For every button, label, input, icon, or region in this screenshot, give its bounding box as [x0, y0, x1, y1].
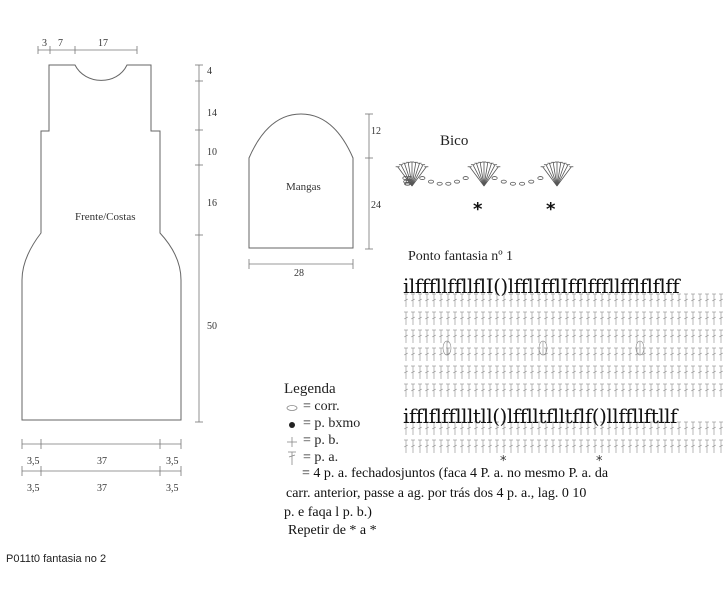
- front-bottom-r1-left: 3,5: [27, 456, 40, 467]
- stitch-row: [404, 312, 723, 325]
- front-bottom-r1-mid: 37: [97, 456, 107, 467]
- sleeve-label: Mangas: [286, 181, 321, 193]
- front-bottom-r2-left: 3,5: [27, 483, 40, 494]
- front-height-2: 14: [207, 108, 217, 119]
- legend-item-chain: = corr.: [303, 399, 340, 414]
- legend-symbols: [287, 406, 297, 466]
- sleeve-height-2: 24: [371, 200, 381, 211]
- front-bottom-r2-right: 3,5: [166, 483, 179, 494]
- stitch-chart-row-1: ilfffllffllflI()lfflIfflIfflfffllfflflflff: [403, 274, 680, 298]
- slip-stitch-icon: [289, 422, 295, 428]
- bico-fan: [468, 162, 501, 186]
- front-height-dimension: [195, 65, 203, 422]
- bico-chain-scallop: [492, 177, 543, 186]
- stitch-chart-title: Ponto fantasia nº 1: [408, 249, 514, 264]
- stitch-row: [404, 348, 723, 361]
- bico-edging-chart: [396, 162, 574, 186]
- bico-chain-scallop: [420, 177, 469, 186]
- legend-title: Legenda: [284, 381, 336, 397]
- legend-item-single: = p. b.: [303, 433, 339, 448]
- stitch-chart-grid: [404, 294, 723, 453]
- legend-item-slip: = p. bxmo: [303, 416, 361, 431]
- sleeve-height-1: 12: [371, 126, 381, 137]
- front-height-3: 10: [207, 147, 217, 158]
- legend-item-double: = p. a.: [303, 450, 339, 465]
- front-back-outline: [22, 65, 181, 420]
- front-top-dimension: [38, 46, 137, 54]
- double-crochet-icon: [288, 452, 296, 465]
- stitch-chart-star-2: *: [596, 454, 603, 469]
- stitch-row: [404, 366, 723, 379]
- front-back-label: Frente/Costas: [75, 211, 136, 223]
- front-height-1: 4: [207, 66, 212, 77]
- front-top-width-1: 3: [42, 38, 47, 49]
- single-crochet-icon: [287, 437, 297, 447]
- sleeve-width: 28: [294, 268, 304, 279]
- footer-caption: P011t0 fantasia no 2: [6, 553, 107, 565]
- front-top-width-2: 7: [58, 38, 63, 49]
- bico-fan: [396, 162, 429, 186]
- bico-star-1: *: [473, 199, 483, 220]
- chain-stitch-icon: [287, 406, 297, 411]
- front-height-5: 50: [207, 321, 217, 332]
- legend-note-line-1: = 4 p. a. fechadosjuntos (faca 4 P. a. no mesmo P. a. da: [302, 466, 609, 481]
- stitch-row: [404, 330, 723, 343]
- bico-title: Bico: [440, 133, 469, 149]
- front-bottom-r2-mid: 37: [97, 483, 107, 494]
- stitch-chart-row-2: ifflflffllltll()lfflltflltflf()llffllftllf: [403, 404, 677, 428]
- stitch-row: [404, 384, 723, 397]
- front-top-width-3: 17: [98, 38, 108, 49]
- stitch-chart-star-1: *: [500, 454, 507, 469]
- front-bottom-dimension-1: [22, 439, 181, 449]
- bico-fan: [541, 162, 574, 186]
- legend-note-line-2: carr. anterior, passe a ag. por trás dos 4 p. a., lag. 0 10: [286, 486, 587, 501]
- stitch-row: [404, 440, 723, 453]
- front-height-4: 16: [207, 198, 217, 209]
- legend-note-line-3: p. e faqa l p. b.): [284, 505, 372, 520]
- bico-star-2: *: [546, 199, 556, 220]
- legend-note-line-4: Repetir de * a *: [288, 523, 377, 538]
- front-bottom-dimension-2: [22, 466, 181, 476]
- front-bottom-r1-right: 3,5: [166, 456, 179, 467]
